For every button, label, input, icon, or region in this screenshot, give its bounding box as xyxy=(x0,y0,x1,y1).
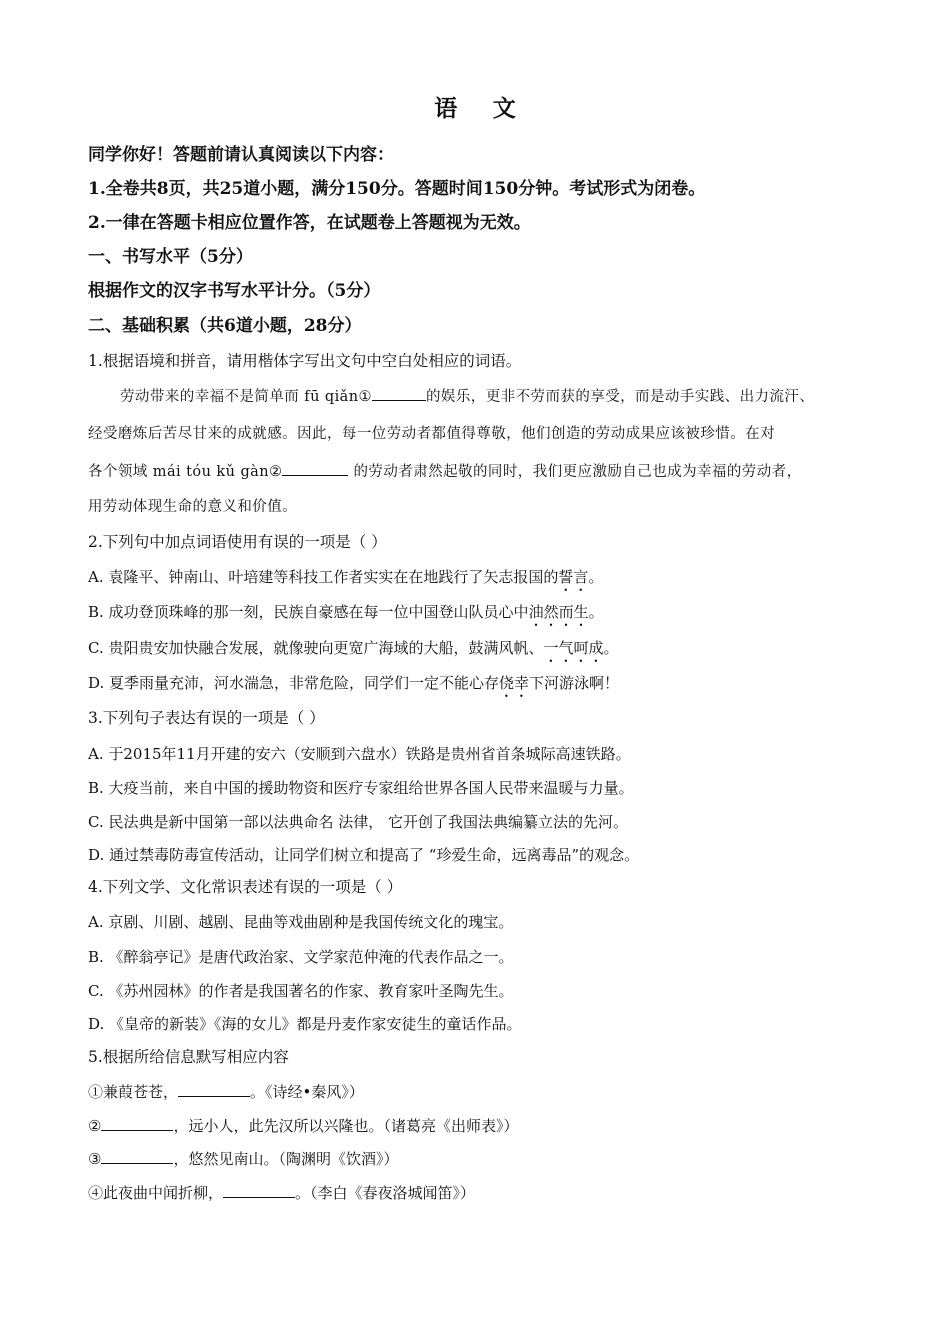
option-text: B. 成功登顶珠峰的那一刻，民族自豪感在每一位中国登山队员心中 xyxy=(88,603,529,621)
q2-option-a xyxy=(88,567,603,595)
item-text: ，悠然见南山。（陶渊明《饮酒》） xyxy=(173,1150,399,1168)
section-2-heading: 二、基础积累（共6道小题，28分） xyxy=(88,316,362,336)
q1-passage-text: 各个领域 mái tóu kǔ gàn② xyxy=(88,464,283,480)
q1-passage-line-2: 经受磨炼后苦尽甘来的成就感。因此，每一位劳动者都值得尊敬，他们创造的劳动成果应该被珍惜。在对 xyxy=(88,426,776,442)
option-text: D. 夏季雨量充沛，河水湍急，非常危险，同学们一定不能心存 xyxy=(88,674,500,692)
item-text: ，远小人，此先汉所以兴隆也。（诸葛亮《出师表》） xyxy=(173,1117,519,1135)
q5-stem: 5.根据所给信息默写相应内容 xyxy=(88,1048,289,1066)
q4-option-b: B. 《醉翁亭记》是唐代政治家、文学家范仲淹的代表作品之一。 xyxy=(88,948,514,966)
q4-option-a: A. 京剧、川剧、越剧、昆曲等戏曲剧种是我国传统文化的瑰宝。 xyxy=(88,913,514,931)
item-text: ② xyxy=(88,1117,102,1135)
page-title: 语 文 xyxy=(434,95,530,122)
option-text: 下河游泳啊！ xyxy=(529,674,620,692)
q2-option-d xyxy=(88,673,619,701)
q3-option-d: D. 通过禁毒防毒宣传活动，让同学们树立和提高了 “珍爱生命，远离毒品”的观念。 xyxy=(88,846,640,864)
dotted-word: 侥幸 xyxy=(499,674,530,692)
q5-blank-4 xyxy=(223,1183,295,1198)
option-text: 。 xyxy=(588,603,604,621)
q4-stem: 4.下列文学、文化常识表述有误的一项是（ ） xyxy=(88,878,403,896)
q5-item-4 xyxy=(88,1183,475,1203)
q2-option-c xyxy=(88,638,619,666)
q1-passage-line-4: 用劳动体现生命的意义和价值。 xyxy=(88,499,298,515)
item-text: ①兼葭苍苍， xyxy=(88,1083,179,1101)
q5-item-3 xyxy=(88,1149,398,1169)
dotted-word: 一气呵成 xyxy=(543,639,604,657)
q5-blank-1 xyxy=(178,1082,250,1097)
q3-stem: 3.下列句子表达有误的一项是（ ） xyxy=(88,709,325,727)
dotted-word: 誓言 xyxy=(558,568,589,586)
item-text: ③ xyxy=(88,1150,102,1168)
dotted-word: 油然而生 xyxy=(528,603,589,621)
q1-passage-text: 的劳动者肃然起敬的同时，我们更应激励自己也成为幸福的劳动者， xyxy=(348,464,802,480)
q5-blank-2 xyxy=(101,1116,173,1131)
q4-option-c: C. 《苏州园林》的作者是我国著名的作家、教育家叶圣陶先生。 xyxy=(88,982,514,1000)
q1-stem: 1.根据语境和拼音，请用楷体字写出文句中空白处相应的词语。 xyxy=(88,352,522,370)
q4-option-d: D. 《皇帝的新装》《海的女儿》都是丹麦作家安徒生的童话作品。 xyxy=(88,1015,522,1033)
option-text: 。 xyxy=(603,639,619,657)
option-text: C. 贵阳贵安加快融合发展，就像驶向更宽广海域的大船，鼓满风帆、 xyxy=(88,639,544,657)
section-1-heading: 一、书写水平（5分） xyxy=(88,247,253,267)
q5-blank-3 xyxy=(101,1149,173,1164)
q5-item-1 xyxy=(88,1082,364,1102)
item-text: ④此夜曲中闻折柳， xyxy=(88,1184,224,1202)
q1-passage-line-1 xyxy=(120,386,814,407)
q3-option-b: B. 大疫当前，来自中国的援助物资和医疗专家组给世界各国人民带来温暖与力量。 xyxy=(88,779,634,797)
q3-option-a: A. 于2015年11月开建的安六（安顺到六盘水）铁路是贵州省首条城际高速铁路。 xyxy=(88,745,631,763)
q3-option-c: C. 民法典是新中国第一部以法典命名 法律， 它开创了我国法典编纂立法的先河。 xyxy=(88,813,629,831)
intro-rule-2: 2.一律在答题卡相应位置作答，在试题卷上答题视为无效。 xyxy=(88,213,531,233)
q5-item-2 xyxy=(88,1116,518,1136)
item-text: 。《诗经•秦风》） xyxy=(250,1083,364,1101)
q1-passage-line-3 xyxy=(88,461,802,482)
section-1-text: 根据作文的汉字书写水平计分。（5分） xyxy=(88,281,381,301)
item-text: 。（李白《春夜洛城闻笛》） xyxy=(295,1184,476,1202)
q1-passage-text: 的娱乐，更非不劳而获的享受，而是动手实践、出力流汗、 xyxy=(425,389,815,405)
q1-blank-1 xyxy=(372,386,426,401)
intro-rule-1: 1.全卷共8页，共25道小题，满分150分。答题时间150分钟。考试形式为闭卷。 xyxy=(88,179,706,199)
option-text: 。 xyxy=(588,568,604,586)
q2-option-b xyxy=(88,602,604,630)
q1-blank-2 xyxy=(282,461,348,476)
q1-passage-text: 劳动带来的幸福不是简单而 fū qiǎn① xyxy=(120,389,372,405)
q2-stem: 2.下列句中加点词语使用有误的一项是（ ） xyxy=(88,533,387,551)
intro-greeting: 同学你好！答题前请认真阅读以下内容： xyxy=(88,145,394,165)
option-text: A. 袁隆平、钟南山、叶培建等科技工作者实实在在地践行了矢志报国的 xyxy=(88,568,559,586)
